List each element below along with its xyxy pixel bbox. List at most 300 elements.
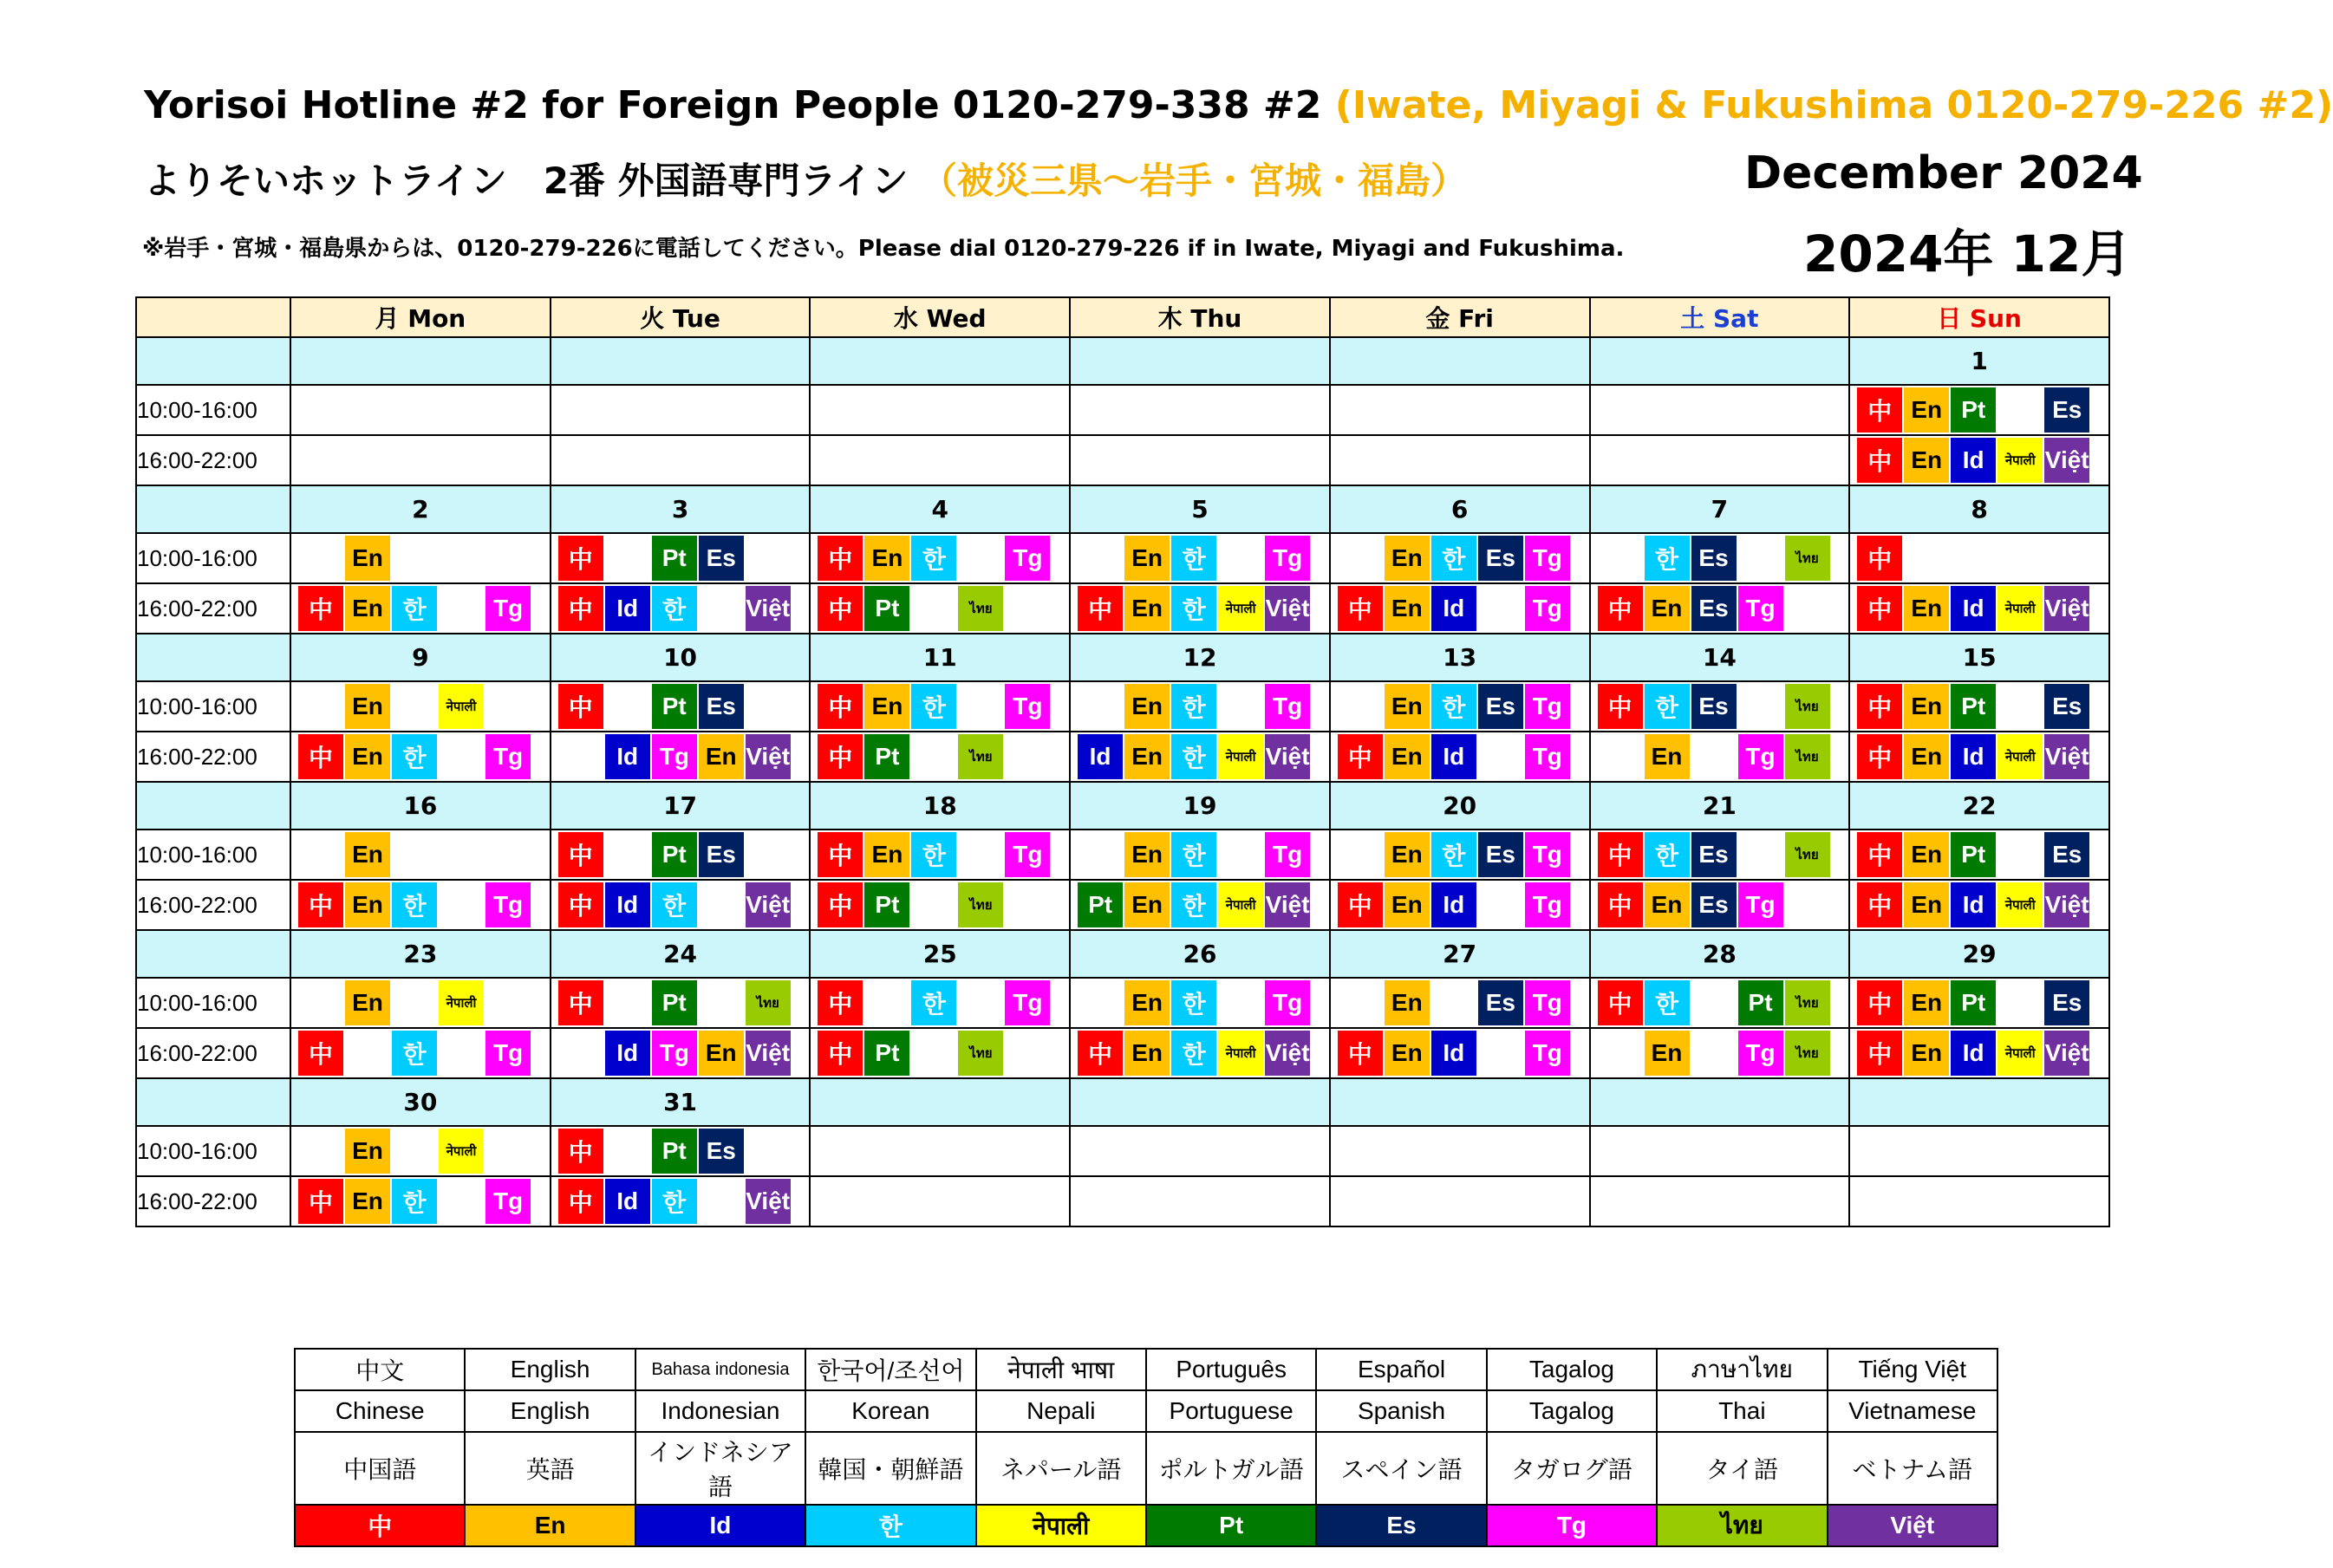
lang-badge-en: En — [1904, 684, 1949, 729]
date-row-label — [136, 1078, 290, 1126]
lang-badge-en: En — [699, 1031, 744, 1076]
lang-badge-zh: 中 — [1857, 882, 1902, 927]
date-cell — [1849, 1078, 2109, 1126]
lang-badge-tg: Tg — [1265, 684, 1310, 729]
badge-group — [291, 830, 550, 879]
slot-cell — [810, 978, 1070, 1028]
badge-group — [291, 1029, 550, 1077]
slot-cell — [1330, 1176, 1590, 1226]
legend-english-name: English — [465, 1390, 635, 1432]
lang-badge-zh: 中 — [298, 1031, 343, 1076]
lang-badge-ne: नेपाली — [439, 980, 484, 1025]
lang-badge-es: Es — [2044, 980, 2089, 1025]
legend-native-name: Português — [1146, 1349, 1316, 1390]
lang-badge-tg: Tg — [1738, 1031, 1783, 1076]
badge-group — [1331, 386, 1589, 434]
lang-badge-en: En — [1904, 980, 1949, 1025]
lang-badge-en: En — [1124, 734, 1170, 779]
lang-badge-zh: 中 — [1598, 980, 1643, 1025]
slot-cell — [1330, 681, 1590, 732]
lang-badge-en: En — [1904, 882, 1949, 927]
lang-badge-zh: 中 — [1857, 586, 1902, 631]
legend-japanese-name: インドネシア語 — [635, 1432, 805, 1505]
lang-badge-en: En — [1904, 1031, 1949, 1076]
legend-native-name: Bahasa indonesia — [635, 1349, 805, 1390]
date-row-label — [136, 485, 290, 533]
badge-group — [1850, 881, 2108, 929]
lang-badge-pt: Pt — [1078, 882, 1123, 927]
lang-badge-vi: Việt — [1265, 882, 1310, 927]
badge-group — [1591, 534, 1849, 582]
badge-group — [291, 682, 550, 731]
badge-group — [291, 436, 550, 485]
slot-cell — [551, 385, 811, 435]
lang-badge-en: En — [345, 536, 390, 581]
lang-badge-id: Id — [1431, 1031, 1476, 1076]
lang-badge-tg: Tg — [1738, 586, 1783, 631]
lang-badge-en: En — [1385, 1031, 1430, 1076]
time-slot-label: 16:00-22:00 — [136, 732, 290, 782]
lang-badge-ko: 한 — [392, 882, 437, 927]
lang-badge-id: Id — [605, 1031, 650, 1076]
title-english-text: Yorisoi Hotline #2 for Foreign People 0120-279-338 #2 — [144, 83, 1322, 127]
lang-badge-id: Id — [1951, 438, 1996, 483]
lang-badge-en: En — [1124, 882, 1170, 927]
month-japanese: 2024年 12月 — [1803, 224, 2132, 283]
lang-badge-es: Es — [1478, 832, 1523, 877]
date-cell: 4 — [810, 485, 1070, 533]
legend-code-ne: नेपाली — [976, 1505, 1146, 1546]
lang-badge-es: Es — [2044, 387, 2089, 433]
legend-japanese-name: タガログ語 — [1487, 1432, 1657, 1505]
date-row-label — [136, 782, 290, 830]
slot-row-am — [136, 978, 2109, 1028]
time-slot-label: 16:00-22:00 — [136, 583, 290, 634]
lang-badge-es: Es — [1691, 882, 1737, 927]
date-cell — [1330, 1078, 1590, 1126]
badge-group — [551, 979, 810, 1027]
date-cell: 29 — [1849, 930, 2109, 978]
lang-badge-zh: 中 — [818, 586, 863, 631]
date-cell — [1070, 337, 1330, 385]
lang-badge-tg: Tg — [1525, 980, 1570, 1025]
legend-row-codes — [295, 1505, 1997, 1546]
badge-group — [1071, 534, 1329, 582]
slot-cell — [1330, 978, 1590, 1028]
legend-code-tg: Tg — [1487, 1505, 1657, 1546]
lang-badge-ko: 한 — [1171, 586, 1216, 631]
date-cell: 23 — [290, 930, 551, 978]
date-cell: 22 — [1849, 782, 2109, 830]
lang-badge-pt: Pt — [864, 882, 909, 927]
slot-cell — [1070, 880, 1330, 930]
badge-group — [1071, 584, 1329, 633]
lang-badge-tg: Tg — [652, 734, 697, 779]
legend-code-th: ไทย — [1657, 1505, 1827, 1546]
lang-badge-id: Id — [605, 882, 650, 927]
slot-cell — [1070, 583, 1330, 634]
lang-badge-zh: 中 — [818, 1031, 863, 1076]
lang-badge-zh: 中 — [1857, 387, 1902, 433]
slot-cell — [1070, 385, 1330, 435]
legend-english-name: Nepali — [976, 1390, 1146, 1432]
slot-row-pm — [136, 1028, 2109, 1078]
legend-code-pt: Pt — [1146, 1505, 1316, 1546]
slot-cell — [290, 385, 551, 435]
slot-cell — [810, 583, 1070, 634]
time-slot-label: 10:00-16:00 — [136, 830, 290, 880]
lang-badge-pt: Pt — [1951, 980, 1996, 1025]
lang-badge-ne: नेपाली — [1218, 734, 1263, 779]
lang-badge-en: En — [1124, 832, 1170, 877]
date-cell: 25 — [810, 930, 1070, 978]
date-row — [136, 337, 2109, 385]
lang-badge-id: Id — [605, 1179, 650, 1224]
lang-badge-th: ไทย — [1785, 734, 1830, 779]
lang-badge-zh: 中 — [298, 734, 343, 779]
date-cell: 2 — [290, 485, 551, 533]
legend-code-zh: 中 — [295, 1505, 465, 1546]
lang-badge-ne: नेपाली — [439, 1129, 484, 1174]
slot-cell — [551, 1126, 811, 1176]
legend-native-name: नेपाली भाषा — [976, 1349, 1146, 1390]
date-cell — [1590, 1078, 1850, 1126]
title-japanese — [144, 153, 1467, 205]
badge-group — [1591, 830, 1849, 879]
time-slot-label: 10:00-16:00 — [136, 533, 290, 583]
slot-cell — [551, 830, 811, 880]
date-cell: 20 — [1330, 782, 1590, 830]
lang-badge-zh: 中 — [558, 832, 603, 877]
lang-badge-pt: Pt — [864, 734, 909, 779]
legend-english-name: Spanish — [1316, 1390, 1486, 1432]
slot-cell — [1070, 978, 1330, 1028]
title-japanese-text: よりそいホットライン 2番 外国語専門ライン — [144, 159, 909, 202]
lang-badge-en: En — [1645, 586, 1690, 631]
lang-badge-tg: Tg — [1525, 586, 1570, 631]
slot-cell — [551, 732, 811, 782]
badge-group — [1071, 830, 1329, 879]
date-cell: 30 — [290, 1078, 551, 1126]
lang-badge-zh: 中 — [1857, 734, 1902, 779]
lang-badge-ne: नेपाली — [1218, 586, 1263, 631]
date-cell: 5 — [1070, 485, 1330, 533]
lang-badge-id: Id — [1951, 734, 1996, 779]
slot-cell — [810, 1126, 1070, 1176]
date-row — [136, 1078, 2109, 1126]
lang-badge-zh: 中 — [1338, 586, 1383, 631]
slot-cell — [290, 533, 551, 583]
lang-badge-ko: 한 — [392, 734, 437, 779]
lang-badge-ko: 한 — [1431, 536, 1476, 581]
lang-badge-es: Es — [1691, 536, 1737, 581]
slot-cell — [810, 385, 1070, 435]
badge-group — [1591, 1177, 1849, 1226]
slot-cell — [1849, 1028, 2109, 1078]
legend-english-name: Indonesian — [635, 1390, 805, 1432]
dial-note: ※岩手・宮城・福島県からは、0120-279-226に電話してください。Please dial 0120-279-226 if in Iwate, Miyagi and Fukushima. — [142, 236, 1625, 262]
slot-row-pm — [136, 583, 2109, 634]
slot-cell — [1070, 830, 1330, 880]
legend-code-ko: 한 — [805, 1505, 975, 1546]
lang-badge-en: En — [1124, 586, 1170, 631]
lang-badge-es: Es — [1691, 832, 1737, 877]
lang-badge-en: En — [1385, 734, 1430, 779]
badge-group — [551, 732, 810, 781]
weekday-header-0: 月 Mon — [290, 297, 551, 337]
slot-row-pm — [136, 435, 2109, 485]
legend-native-name: ภาษาไทย — [1657, 1349, 1827, 1390]
badge-group — [291, 534, 550, 582]
lang-badge-id: Id — [605, 734, 650, 779]
lang-badge-es: Es — [1691, 684, 1737, 729]
lang-badge-th: ไทย — [1785, 536, 1830, 581]
badge-group — [291, 386, 550, 434]
date-cell: 13 — [1330, 634, 1590, 681]
lang-badge-ko: 한 — [392, 1031, 437, 1076]
lang-badge-ko: 한 — [392, 586, 437, 631]
badge-group — [1591, 881, 1849, 929]
slot-row-am — [136, 830, 2109, 880]
date-cell: 11 — [810, 634, 1070, 681]
lang-badge-ko: 한 — [911, 832, 956, 877]
weekday-header-6: 日 Sun — [1849, 297, 2109, 337]
lang-badge-vi: Việt — [746, 586, 791, 631]
slot-cell — [551, 533, 811, 583]
slot-cell — [1070, 1126, 1330, 1176]
lang-badge-vi: Việt — [1265, 1031, 1310, 1076]
lang-badge-es: Es — [2044, 832, 2089, 877]
badge-group — [551, 534, 810, 582]
lang-badge-zh: 中 — [1857, 832, 1902, 877]
lang-badge-zh: 中 — [1857, 1031, 1902, 1076]
lang-badge-pt: Pt — [864, 586, 909, 631]
slot-cell — [290, 880, 551, 930]
slot-row-pm — [136, 732, 2109, 782]
legend-code-id: Id — [635, 1505, 805, 1546]
slot-cell — [1849, 1126, 2109, 1176]
legend-japanese-name: 中国語 — [295, 1432, 465, 1505]
legend-japanese-name: タイ語 — [1657, 1432, 1827, 1505]
badge-group — [1850, 1029, 2108, 1077]
badge-group — [1331, 682, 1589, 731]
weekday-header-1: 火 Tue — [551, 297, 811, 337]
lang-badge-th: ไทย — [1785, 684, 1830, 729]
badge-group — [1071, 1177, 1329, 1226]
lang-badge-zh: 中 — [1857, 980, 1902, 1025]
lang-badge-ko: 한 — [1171, 832, 1216, 877]
slot-cell — [1590, 435, 1850, 485]
lang-badge-en: En — [1385, 536, 1430, 581]
lang-badge-vi: Việt — [2044, 1031, 2089, 1076]
badge-group — [1071, 682, 1329, 731]
badge-group — [551, 386, 810, 434]
lang-badge-en: En — [864, 536, 909, 581]
badge-group — [1850, 682, 2108, 731]
legend-japanese-name: 韓国・朝鮮語 — [805, 1432, 975, 1505]
lang-badge-pt: Pt — [1738, 980, 1783, 1025]
badge-group — [1591, 682, 1849, 731]
badge-group — [1591, 436, 1849, 485]
slot-row-pm — [136, 880, 2109, 930]
slot-cell — [551, 1176, 811, 1226]
slot-cell — [1849, 681, 2109, 732]
date-cell — [1330, 337, 1590, 385]
lang-badge-tg: Tg — [485, 586, 531, 631]
date-cell: 27 — [1330, 930, 1590, 978]
lang-badge-ko: 한 — [652, 1179, 697, 1224]
lang-badge-es: Es — [699, 1129, 744, 1174]
date-cell: 26 — [1070, 930, 1330, 978]
lang-badge-zh: 中 — [818, 684, 863, 729]
weekday-header-4: 金 Fri — [1330, 297, 1590, 337]
lang-badge-id: Id — [1431, 734, 1476, 779]
date-cell: 15 — [1849, 634, 2109, 681]
lang-badge-id: Id — [1078, 734, 1123, 779]
slot-cell — [1849, 830, 2109, 880]
badge-group — [811, 386, 1069, 434]
legend-japanese-name: スペイン語 — [1316, 1432, 1486, 1505]
calendar-body — [136, 297, 2109, 1226]
lang-badge-zh: 中 — [1338, 734, 1383, 779]
lang-badge-zh: 中 — [558, 536, 603, 581]
lang-badge-en: En — [864, 684, 909, 729]
date-cell — [1070, 1078, 1330, 1126]
lang-badge-id: Id — [1431, 586, 1476, 631]
slot-row-am — [136, 533, 2109, 583]
slot-cell — [551, 978, 811, 1028]
legend-native-name: English — [465, 1349, 635, 1390]
badge-group — [1071, 881, 1329, 929]
badge-group — [1850, 1177, 2108, 1226]
slot-cell — [1330, 385, 1590, 435]
lang-badge-tg: Tg — [485, 1031, 531, 1076]
lang-badge-zh: 中 — [1338, 882, 1383, 927]
lang-badge-ko: 한 — [1171, 1031, 1216, 1076]
date-cell: 6 — [1330, 485, 1590, 533]
slot-cell — [1849, 385, 2109, 435]
lang-badge-en: En — [1904, 387, 1949, 433]
lang-badge-en: En — [1124, 980, 1170, 1025]
slot-cell — [1590, 1126, 1850, 1176]
lang-badge-vi: Việt — [2044, 734, 2089, 779]
date-cell: 31 — [551, 1078, 811, 1126]
lang-badge-ko: 한 — [1645, 980, 1690, 1025]
legend-native-name: Tiếng Việt — [1828, 1349, 1997, 1390]
badge-group — [1850, 979, 2108, 1027]
lang-badge-ko: 한 — [1431, 684, 1476, 729]
lang-badge-ko: 한 — [911, 536, 956, 581]
slot-cell — [810, 533, 1070, 583]
legend-native-name: Tagalog — [1487, 1349, 1657, 1390]
slot-cell — [551, 1028, 811, 1078]
lang-badge-th: ไทย — [958, 882, 1003, 927]
badge-group — [1850, 436, 2108, 485]
date-cell: 17 — [551, 782, 811, 830]
lang-badge-th: ไทย — [958, 1031, 1003, 1076]
lang-badge-pt: Pt — [652, 1129, 697, 1174]
lang-badge-id: Id — [1951, 586, 1996, 631]
badge-group — [1850, 732, 2108, 781]
lang-badge-tg: Tg — [485, 1179, 531, 1224]
lang-badge-th: ไทย — [1785, 832, 1830, 877]
badge-group — [1591, 979, 1849, 1027]
slot-cell — [1330, 830, 1590, 880]
lang-badge-ne: नेपाली — [1218, 1031, 1263, 1076]
legend-japanese-name: ネパール語 — [976, 1432, 1146, 1505]
lang-badge-tg: Tg — [1005, 980, 1050, 1025]
lang-badge-id: Id — [1431, 882, 1476, 927]
slot-cell — [1070, 435, 1330, 485]
lang-badge-ko: 한 — [652, 586, 697, 631]
badge-group — [811, 979, 1069, 1027]
lang-badge-zh: 中 — [558, 1129, 603, 1174]
date-row-label — [136, 337, 290, 385]
lang-badge-ko: 한 — [1171, 684, 1216, 729]
lang-badge-ko: 한 — [911, 684, 956, 729]
weekday-header-2: 水 Wed — [810, 297, 1070, 337]
lang-badge-zh: 中 — [818, 882, 863, 927]
badge-group — [1071, 436, 1329, 485]
slot-cell — [810, 1028, 1070, 1078]
lang-badge-tg: Tg — [1265, 536, 1310, 581]
lang-badge-zh: 中 — [1338, 1031, 1383, 1076]
time-slot-label: 16:00-22:00 — [136, 880, 290, 930]
slot-row-am — [136, 385, 2109, 435]
badge-group — [1331, 1127, 1589, 1175]
lang-badge-en: En — [345, 1179, 390, 1224]
badge-group — [1331, 1029, 1589, 1077]
legend-row-japanese — [295, 1432, 1997, 1505]
date-cell: 14 — [1590, 634, 1850, 681]
lang-badge-zh: 中 — [558, 882, 603, 927]
badge-group — [1850, 1127, 2108, 1175]
slot-cell — [1070, 533, 1330, 583]
date-cell: 16 — [290, 782, 551, 830]
badge-group — [1331, 979, 1589, 1027]
date-row — [136, 634, 2109, 681]
legend-japanese-name: ポルトガル語 — [1146, 1432, 1316, 1505]
badge-group — [1331, 1177, 1589, 1226]
lang-badge-vi: Việt — [1265, 734, 1310, 779]
lang-badge-en: En — [1904, 734, 1949, 779]
lang-badge-vi: Việt — [1265, 586, 1310, 631]
date-row — [136, 485, 2109, 533]
lang-badge-tg: Tg — [1525, 832, 1570, 877]
badge-group — [1071, 732, 1329, 781]
lang-badge-zh: 中 — [1078, 1031, 1123, 1076]
lang-badge-zh: 中 — [558, 684, 603, 729]
slot-cell — [1330, 435, 1590, 485]
lang-badge-zh: 中 — [1598, 832, 1643, 877]
lang-badge-ne: नेपाली — [1218, 882, 1263, 927]
lang-badge-zh: 中 — [558, 980, 603, 1025]
language-legend — [294, 1348, 1998, 1547]
lang-badge-pt: Pt — [1951, 387, 1996, 433]
lang-badge-ko: 한 — [392, 1179, 437, 1224]
slot-cell — [1849, 732, 2109, 782]
date-row — [136, 930, 2109, 978]
lang-badge-zh: 中 — [1598, 684, 1643, 729]
date-cell: 28 — [1590, 930, 1850, 978]
lang-badge-en: En — [699, 734, 744, 779]
time-slot-label: 10:00-16:00 — [136, 385, 290, 435]
badge-group — [1071, 1127, 1329, 1175]
lang-badge-pt: Pt — [652, 684, 697, 729]
time-slot-label: 16:00-22:00 — [136, 435, 290, 485]
lang-badge-zh: 中 — [298, 586, 343, 631]
slot-cell — [1330, 732, 1590, 782]
